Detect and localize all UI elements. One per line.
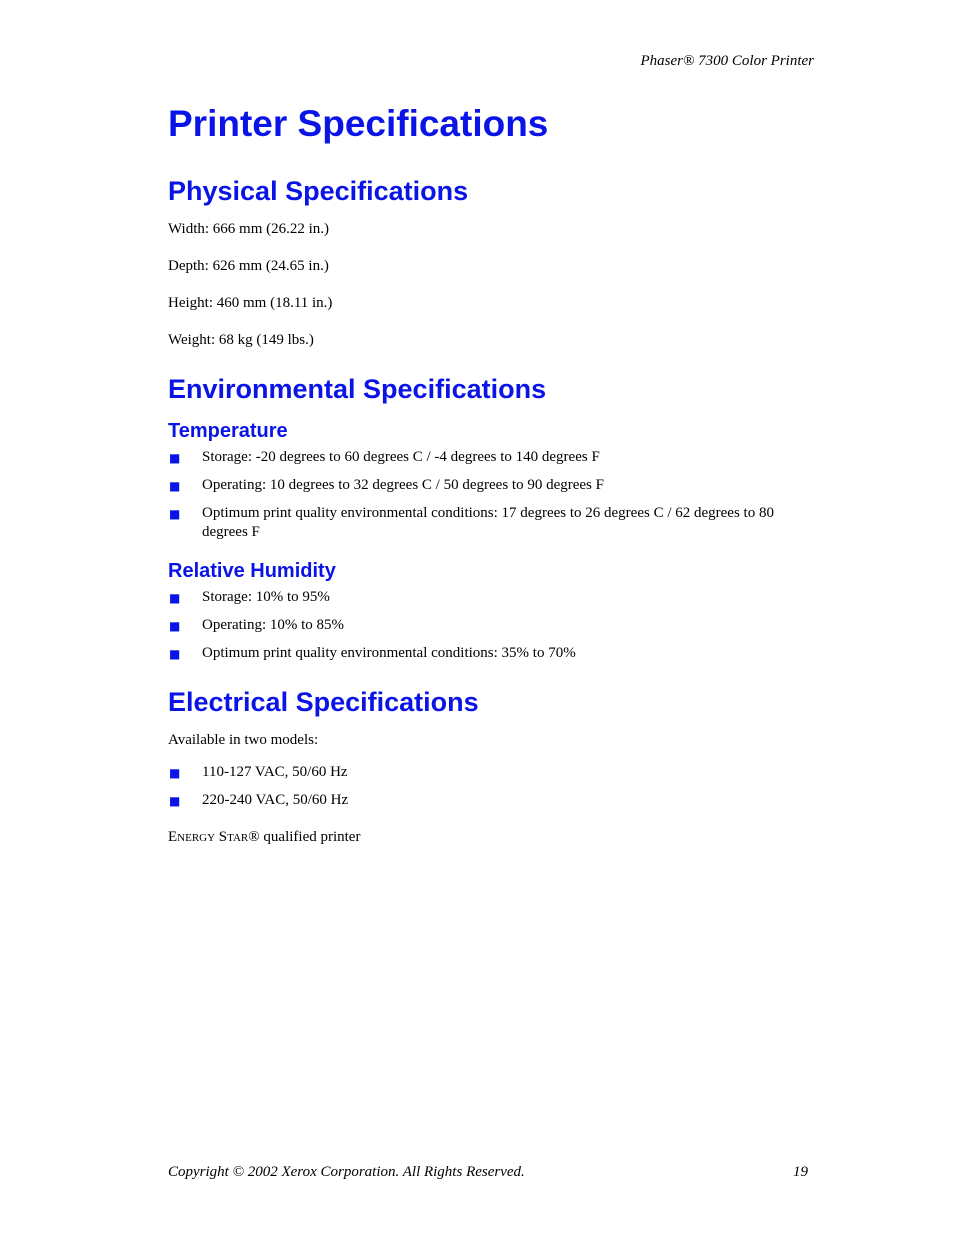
- running-header: Phaser® 7300 Color Printer: [640, 53, 814, 69]
- electrical-heading: Electrical Specifications: [168, 687, 479, 717]
- electrical-intro: Available in two models:: [168, 732, 319, 748]
- energy-star-brand: Energy Star: [168, 829, 249, 845]
- depth-spec: Depth: 626 mm (24.65 in.): [168, 258, 329, 274]
- list-item: [168, 763, 808, 782]
- list-item: [168, 791, 808, 810]
- list-item: [168, 644, 808, 663]
- width-spec: Width: 666 mm (26.22 in.): [168, 221, 330, 237]
- list-item: [168, 504, 808, 542]
- temperature-list: [168, 448, 808, 542]
- height-spec: Height: 460 mm (18.11 in.): [168, 295, 333, 311]
- page-title: Printer Specifications: [168, 103, 549, 144]
- square-bullet-icon: ■: [169, 451, 181, 465]
- environmental-heading: Environmental Specifications: [168, 374, 547, 404]
- electrical-section: [168, 685, 808, 847]
- square-bullet-icon: ■: [169, 619, 181, 633]
- page-number: 19: [793, 1164, 808, 1180]
- square-bullet-icon: ■: [169, 766, 181, 780]
- square-bullet-icon: ■: [169, 647, 181, 661]
- copyright-text: Copyright © 2002 Xerox Corporation. All Rights Reserved.: [168, 1164, 525, 1180]
- environmental-section: [168, 372, 808, 663]
- square-bullet-icon: ■: [169, 794, 181, 808]
- physical-section: [168, 174, 808, 350]
- model-220v: 220-240 VAC, 50/60 Hz: [202, 792, 349, 808]
- temperature-operating: Operating: 10 degrees to 32 degrees C / 50 degrees to 90 degrees F: [202, 477, 604, 493]
- electrical-list: [168, 763, 808, 810]
- energy-star-suffix: ® qualified printer: [248, 829, 361, 845]
- list-item: [168, 588, 808, 607]
- list-item: [168, 476, 808, 495]
- list-item: [168, 448, 808, 467]
- humidity-list: [168, 588, 808, 663]
- physical-heading: Physical Specifications: [168, 176, 469, 206]
- temperature-heading: Temperature: [168, 420, 288, 442]
- model-110v: 110-127 VAC, 50/60 Hz: [202, 764, 348, 780]
- energy-star-line: [168, 828, 808, 847]
- humidity-heading: Relative Humidity: [168, 560, 336, 582]
- list-item: [168, 616, 808, 635]
- humidity-optimum: Optimum print quality environmental conditions: 35% to 70%: [202, 645, 576, 661]
- square-bullet-icon: ■: [169, 507, 181, 521]
- square-bullet-icon: ■: [169, 591, 181, 605]
- humidity-storage: Storage: 10% to 95%: [202, 589, 330, 605]
- weight-spec: Weight: 68 kg (149 lbs.): [168, 332, 314, 348]
- running-footer: [168, 1163, 808, 1182]
- temperature-optimum: Optimum print quality environmental conditions: 17 degrees to 26 degrees C / 62 degrees to 80 degrees F: [202, 505, 774, 540]
- temperature-storage: Storage: -20 degrees to 60 degrees C / -4 degrees to 140 degrees F: [202, 449, 600, 465]
- page-content: [168, 100, 808, 847]
- humidity-operating: Operating: 10% to 85%: [202, 617, 345, 633]
- square-bullet-icon: ■: [169, 479, 181, 493]
